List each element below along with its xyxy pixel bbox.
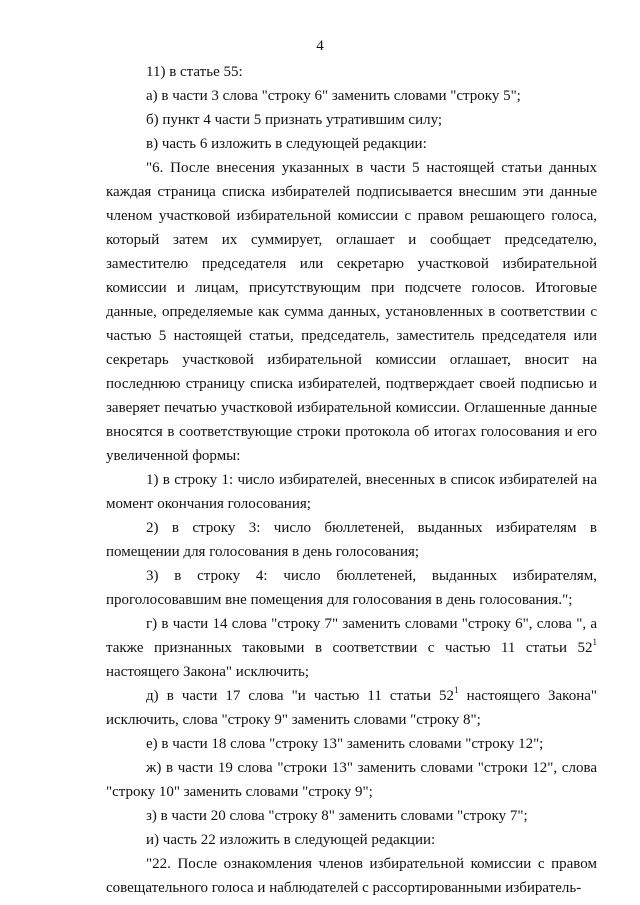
subitem-g-text-end: настоящего Закона" исключить; xyxy=(106,664,310,680)
subitem-a: а) в части 3 слова "строку 6" заменить словами "строку 5"; xyxy=(146,88,521,104)
subitem-zh: ж) в части 19 слова "строки 13" заменить словами "строки 12", слова "строку 10" заменить словами "строку 9"; xyxy=(106,760,597,800)
subitem-d-text-end: настоящего Закона" исключить, слова "строку 9" заменить словами "строку 8"; xyxy=(106,688,597,728)
subitem-e: е) в части 18 слова "строку 13" заменить словами "строку 12"; xyxy=(146,736,544,752)
subitem-z: з) в части 20 слова "строку 8" заменить словами "строку 7"; xyxy=(146,808,528,824)
subitem-d xyxy=(106,684,597,732)
item-11: 11) в статье 55: xyxy=(146,64,243,80)
line-4-clause: 3) в строку 4: число бюллетеней, выданных избирателям, проголосовавшим вне помещения для голосования в день голосования."; xyxy=(106,568,597,608)
subitem-i: и) часть 22 изложить в следующей редакции: xyxy=(146,832,436,848)
subitem-g-text: г) в части 14 слова "строку 7" заменить словами "строку 6", слова ", а также признанных таковыми в соответствии с частью 11 статьи 52 xyxy=(106,616,597,656)
document-body xyxy=(106,60,597,900)
page-number: 4 xyxy=(316,38,324,54)
line-3-clause: 2) в строку 3: число бюллетеней, выданных избирателям в помещении для голосования в день голосования; xyxy=(106,520,597,560)
subitem-d-text: д) в части 17 слова "и частью 11 статьи 52 xyxy=(146,688,455,704)
subitem-v: в) часть 6 изложить в следующей редакции: xyxy=(146,136,427,152)
superscript: 1 xyxy=(454,685,459,695)
subitem-g xyxy=(106,612,597,684)
new-part-22-text: "22. После ознакомления членов избирательной комиссии с правом совещательного голоса и наблюдателей с рассортированными избиратель- xyxy=(106,856,597,896)
new-part-6-text: "6. После внесения указанных в части 5 настоящей статьи данных каждая страница списка избирателей подписывается внесшим эти данные членом участковой избирательной комиссии с правом решающего голоса, который затем их суммирует, оглашает и сообщает председателю, заместителю председателя или секретарю участковой избирательной комиссии и лицам, присутствующим при подсчете голосов. Итоговые данные, определяемые как сумма данных, установленных в соответствии с частью 5 настоящей статьи, председатель, заместитель председателя или секретарь участковой избирательной комиссии оглашает, вносит на последнюю страницу списка избирателей, подтверждает своей подписью и заверяет печатью участковой избирательной комиссии. Оглашенные данные вносятся в соответствующие строки протокола об итогах голосования и его увеличенной формы: xyxy=(106,160,597,464)
superscript: 1 xyxy=(592,637,597,647)
subitem-b: б) пункт 4 части 5 признать утратившим силу; xyxy=(146,112,443,128)
line-1-clause: 1) в строку 1: число избирателей, внесенных в список избирателей на момент окончания голосования; xyxy=(106,472,597,512)
